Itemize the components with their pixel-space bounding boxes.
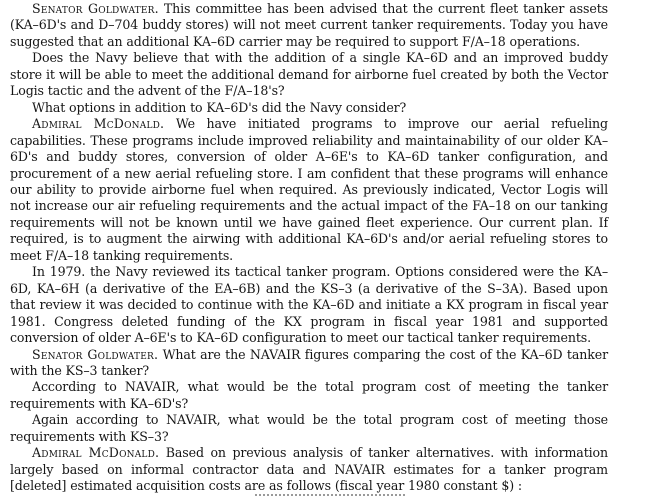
paragraph-text: Again according to NAVAIR, what would be the total program cost of meeting those requirements with KS–3? bbox=[10, 412, 608, 444]
speaker-label: Senator Goldwater. bbox=[32, 1, 159, 16]
paragraph-8 bbox=[10, 412, 608, 445]
speaker-label: Admiral McDonald. bbox=[32, 116, 165, 132]
paragraph-7 bbox=[10, 379, 608, 412]
paragraph-text: According to NAVAIR, what would be the total program cost of meeting the tanker requirements with KA–6D's? bbox=[10, 379, 608, 411]
hearing-transcript bbox=[10, 1, 608, 495]
paragraph-text: What are the NAVAIR figures comparing the cost of the KA–6D tanker with the KS–3 tanker? bbox=[10, 346, 608, 378]
paragraph-3 bbox=[10, 100, 608, 116]
speaker-label: Senator Goldwater. bbox=[32, 346, 159, 362]
paragraph-text: In 1979. the Navy reviewed its tactical tanker program. Options considered were the KA–6D, KA–6H (a derivative of the EA–6B) and the KS–3 (a derivative of the S–3A). Based upon that review it was decided to continue with the KA–6D and initiate a KX program in fiscal year 1981. Congress deleted funding of the KX program in fiscal year 1981 and supported conversion of older A–6E's to KA–6D configuration to meet our tactical tanker requirements. bbox=[10, 264, 608, 346]
paragraph-text: Does the Navy believe that with the addition of a single KA–6D and an improved buddy store it will be able to meet the additional demand for airborne fuel created by both the Vector Logis tactic and the advent of the F/A–18's? bbox=[10, 50, 608, 99]
paragraph-6 bbox=[10, 347, 608, 380]
paragraph-text: What options in addition to KA–6D's did the Navy consider? bbox=[32, 99, 407, 115]
paragraph-5 bbox=[10, 264, 608, 346]
paragraph-9 bbox=[10, 445, 608, 494]
cut-off-bottom-line bbox=[255, 494, 405, 500]
paragraph-2 bbox=[10, 50, 608, 99]
paragraph-text: This committee has been advised that the current fleet tanker assets (KA–6D's and D–704 buddy stores) will not meet current tanker requirements. Today you have suggested that an additional KA–6D carrier may be required to support F/A–18 operations. bbox=[10, 1, 608, 49]
paragraph-text: We have initiated programs to improve our aerial refueling capabilities. These programs include improved reliability and maintainability of our older KA–6D's and buddy stores, conversion of older A–6E's to KA–6D tanker configuration, and procurement of a new aerial refueling store. I am confident that these programs will enhance our ability to provide airborne fuel when required. As previously indicated, Vector Logis will not increase our air refueling requirements and the actual impact of the FA–18 on our tanking requirements will not be known until we have gained fleet experience. Our current plan. If required, is to augment the airwing with additional KA–6D's and/or aerial refueling stores to meet F/A–18 tanking requirements. bbox=[10, 116, 608, 263]
paragraph-4 bbox=[10, 116, 608, 264]
paragraph-text: Based on previous analysis of tanker alternatives. with information largely based on informal contractor data and NAVAIR estimates for a tanker program [deleted] estimated acquisition costs are as follows (fiscal year 1980 constant $) : bbox=[10, 445, 608, 494]
paragraph-1 bbox=[10, 1, 608, 50]
speaker-label: Admiral McDonald. bbox=[32, 445, 160, 461]
